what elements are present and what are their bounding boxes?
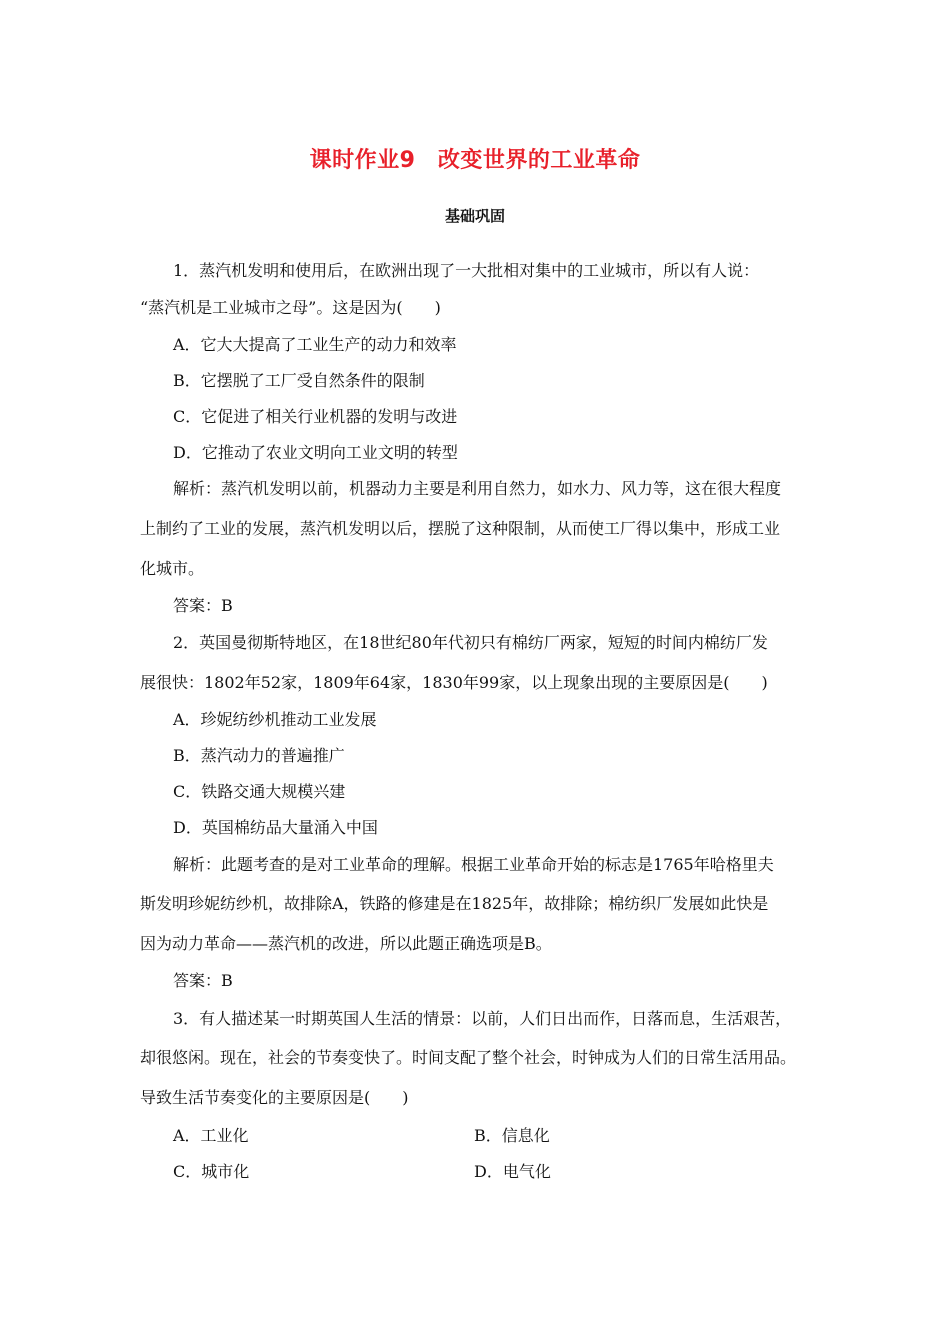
question-2-option-c: C．铁路交通大规模兴建 xyxy=(173,782,346,801)
question-1-analysis-end: 化城市。 xyxy=(140,559,205,578)
question-3-stem-cont: 却很悠闲。现在，社会的节奏变快了。时间支配了整个社会，时钟成为人们的日常生活用品。 xyxy=(140,1048,797,1067)
question-2-option-a: A．珍妮纺纱机推动工业发展 xyxy=(173,710,377,729)
question-3-option-c: C．城市化 xyxy=(173,1162,250,1181)
question-1-analysis-cont: 上制约了工业的发展，蒸汽机发明以后，摆脱了这种限制，从而使工厂得以集中，形成工业 xyxy=(140,519,781,538)
question-2-analysis-end: 因为动力革命——蒸汽机的改进，所以此题正确选项是B。 xyxy=(140,934,552,953)
question-3-option-b: B．信息化 xyxy=(474,1126,550,1145)
question-1-option-b: B．它摆脱了工厂受自然条件的限制 xyxy=(173,371,425,390)
question-2-stem: 2．英国曼彻斯特地区，在18世纪80年代初只有棉纺厂两家，短短的时间内棉纺厂发 xyxy=(173,633,768,652)
question-3-stem-end: 导致生活节奏变化的主要原因是( ) xyxy=(140,1088,409,1107)
question-1-option-d: D．它推动了农业文明向工业文明的转型 xyxy=(173,443,458,462)
question-3-stem: 3．有人描述某一时期英国人生活的情景：以前，人们日出而作，日落而息，生活艰苦， xyxy=(173,1009,792,1028)
question-2-option-b: B．蒸汽动力的普遍推广 xyxy=(173,746,345,765)
question-1-stem: 1．蒸汽机发明和使用后，在欧洲出现了一大批相对集中的工业城市，所以有人说： xyxy=(173,261,760,280)
question-1-option-a: A．它大大提高了工业生产的动力和效率 xyxy=(173,335,457,354)
section-heading: 基础巩固 xyxy=(444,207,505,225)
question-1-stem-cont: “蒸汽机是工业城市之母”。这是因为( ) xyxy=(140,298,441,317)
page-title: 课时作业9 改变世界的工业革命 xyxy=(309,148,641,173)
question-1-analysis: 解析：蒸汽机发明以前，机器动力主要是利用自然力，如水力、风力等，这在很大程度 xyxy=(173,479,782,498)
question-2-analysis-cont: 斯发明珍妮纺纱机，故排除A，铁路的修建是在1825年，故排除；棉纺织厂发展如此快是 xyxy=(140,894,769,913)
question-1-option-c: C．它促进了相关行业机器的发明与改进 xyxy=(173,407,458,426)
question-2-answer: 答案：B xyxy=(173,971,233,990)
question-2-stem-cont: 展很快：1802年52家，1809年64家，1830年99家，以上现象出现的主要原因是( ) xyxy=(140,673,768,692)
question-2-option-d: D．英国棉纺品大量涌入中国 xyxy=(173,818,378,837)
question-1-answer: 答案：B xyxy=(173,596,233,615)
question-2-analysis: 解析：此题考查的是对工业革命的理解。根据工业革命开始的标志是1765年哈格里夫 xyxy=(173,855,774,874)
question-3-option-d: D．电气化 xyxy=(474,1162,551,1181)
question-3-option-a: A．工业化 xyxy=(173,1126,249,1145)
